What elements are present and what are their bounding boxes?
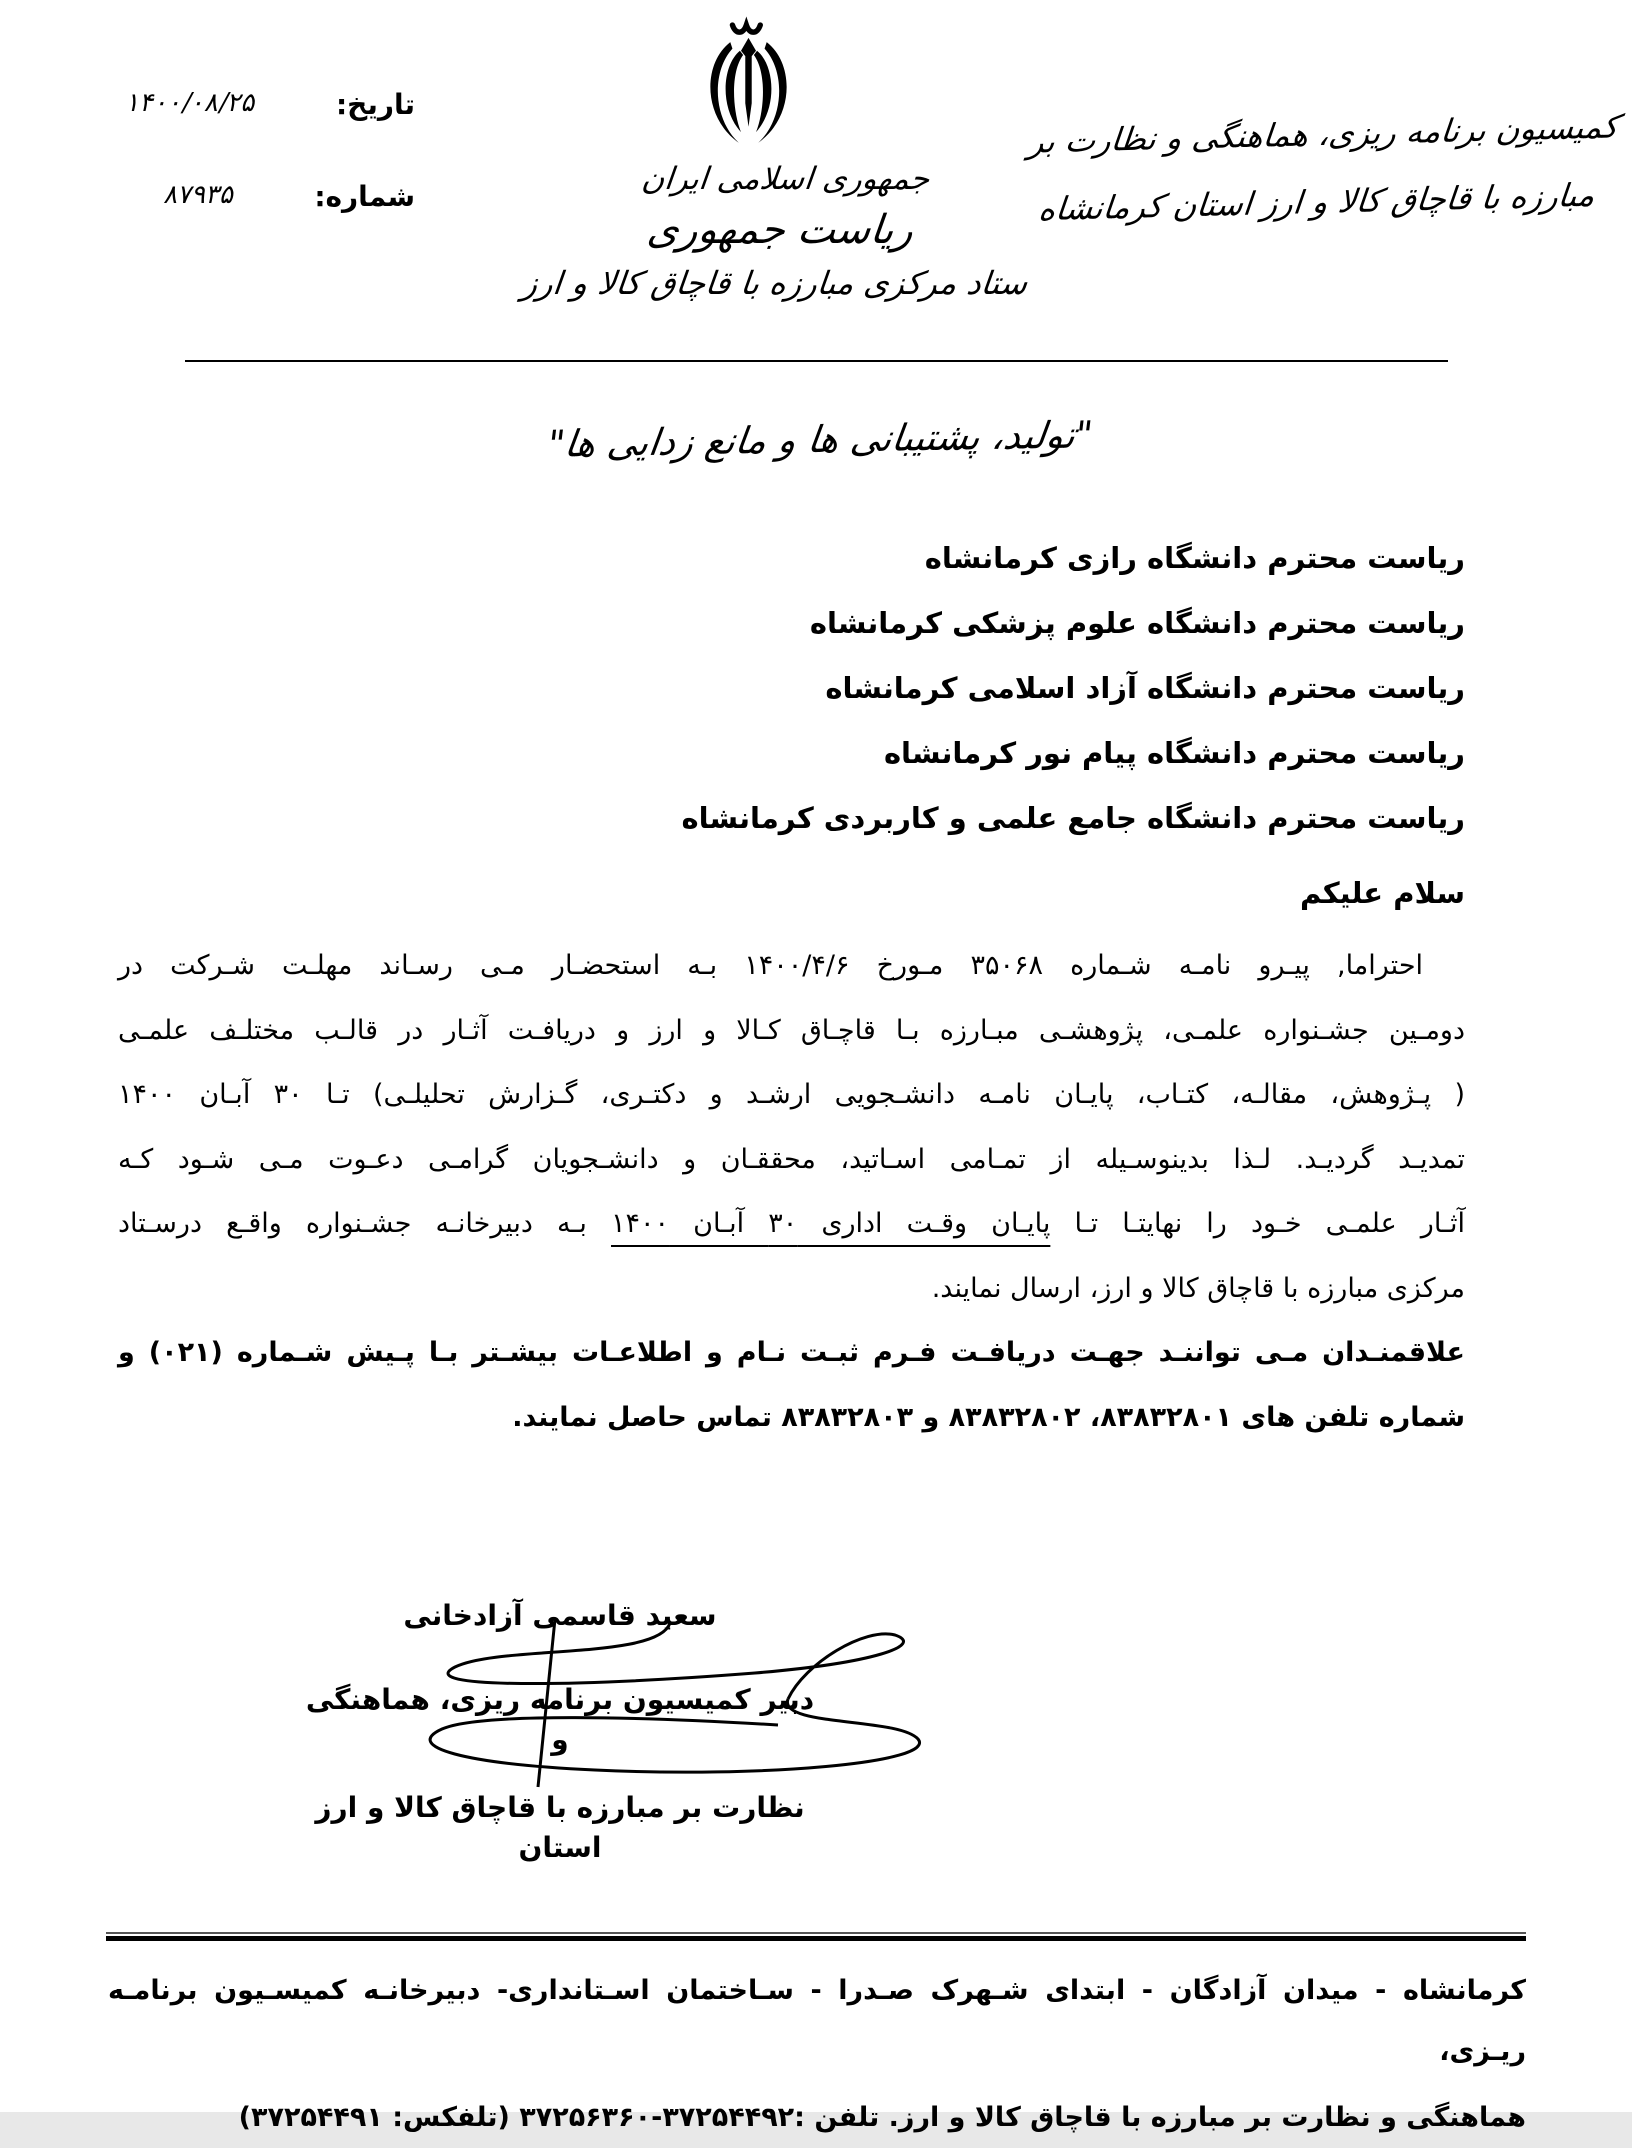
body-line-6: مرکزی مبارزه با قاچاق کالا و ارز، ارسال نمایند. [931, 1272, 1465, 1304]
slogan-banner: "تولید، پشتیبانی ها و مانع زدایی ها" [545, 413, 1095, 466]
salutation: سلام علیکم [1300, 876, 1465, 910]
body-line-5 [118, 1192, 1465, 1257]
header-divider [185, 360, 1448, 362]
body-line-3: ( پـژوهش، مقالـه، کتـاب، پایـان نامـه دانشـجویی ارشـد و دکتـری، گـزارش تحلیلـی) تـا ۳۰ آبـان ۱۴۰۰ [118, 1079, 1465, 1110]
commission-header [1013, 92, 1628, 244]
date-value: ۱۴۰۰/۰۸/۲۵ [123, 88, 260, 118]
footer-divider [106, 1932, 1526, 1941]
body-line-4: تمدیـد گردیـد. لـذا بدینوسـیله از تمـامی اسـاتید، محققـان و دانشـجویان گرامـی دعـوت مـی شـود کـه [118, 1143, 1465, 1175]
recipient-line: ریاست محترم دانشگاه جامع علمی و کاربردی کرمانشاه [681, 801, 1465, 835]
signature-scribble-icon [340, 1615, 1000, 1795]
signature-role-line1: دبیر کمیسیون برنامه ریزی، هماهنگی و [305, 1683, 815, 1756]
body-line-8: شماره تلفن های ۸۳۸۳۲۸۰۱، ۸۳۸۳۲۸۰۲ و ۸۳۸۳۲۸۰۳ تماس حاصل نمایند. [512, 1401, 1465, 1433]
iran-emblem-icon [686, 10, 811, 160]
org-line-country: جمهوری اسلامی ایران [639, 161, 932, 197]
body-line-2: دومـین جشـنواره علمـی، پژوهشـی مبـارزه بـا قاچـاق کـالا و ارز و دریافـت آثـار در قالـب مختلـف علمـی [118, 1014, 1465, 1046]
signature-role-line2: نظارت بر مبارزه با قاچاق کالا و ارز استان [315, 1791, 805, 1864]
recipient-line: ریاست محترم دانشگاه علوم پزشکی کرمانشاه [809, 606, 1465, 640]
org-line-headquarters: ستاد مرکزی مبارزه با قاچاق کالا و ارز [520, 264, 1030, 302]
recipient-line: ریاست محترم دانشگاه پیام نور کرمانشاه [883, 736, 1465, 770]
body-line-7: علاقمنـدان مـی تواننـد جهـت دریافـت فـرم ثبـت نـام و اطلاعـات بیشـتر بـا پـیش شـماره (۰۲۱) و [118, 1337, 1465, 1368]
recipient-line: ریاست محترم دانشگاه رازی کرمانشاه [924, 541, 1465, 575]
number-field [105, 180, 415, 213]
commission-header-line1: کمیسیون برنامه ریزی، هماهنگی و نظارت بر [1026, 107, 1620, 161]
number-value: ۸۷۹۳۵ [161, 180, 238, 210]
footer-address: کرمانشاه - میدان آزادگان - ابتدای شـهرک صـدرا - سـاختمان اسـتانداری- دبیرخانـه کمیسـیون برنامـه ریـزی، [108, 1975, 1526, 2067]
number-label: شماره: [314, 180, 415, 213]
body-line-1: احتراما, پیـرو نامـه شـماره ۳۵۰۶۸ مـورخ ۱۴۰۰/۴/۶ بـه استحضـار مـی رسـاند مهلـت شـرکت در [118, 950, 1424, 981]
recipient-list [682, 526, 1465, 851]
deadline-underline: پایـان وقـت اداری ۳۰ آبـان ۱۴۰۰ [611, 1208, 1051, 1239]
footer-phone: هماهنگی و نظارت بر مبارزه با قاچاق کالا و ارز. تلفن :۳۷۲۵۴۴۹۲-۳۷۲۵۶۳۶۰ (تلفکس: ۳۷۲۵۴۴۹۱) [238, 2102, 1526, 2133]
footer [108, 1960, 1526, 2148]
commission-header-line2: مبارزه با قاچاق کالا و ارز استان کرمانشاه [1036, 175, 1597, 229]
signature-name: سعید قاسمی آزادخانی [403, 1599, 717, 1632]
body-line-5-post: بـه دبیرخانـه جشـنواره واقـع درسـتاد [118, 1208, 612, 1239]
date-label: تاریخ: [335, 88, 415, 121]
date-field [105, 88, 415, 121]
body-paragraph [118, 934, 1465, 1450]
recipient-line: ریاست محترم دانشگاه آزاد اسلامی کرمانشاه [825, 671, 1465, 705]
body-line-5-pre: آثـار علمـی خـود را نهایتـا تـا [1050, 1208, 1465, 1239]
org-line-presidency: ریاست جمهوری [644, 207, 916, 253]
